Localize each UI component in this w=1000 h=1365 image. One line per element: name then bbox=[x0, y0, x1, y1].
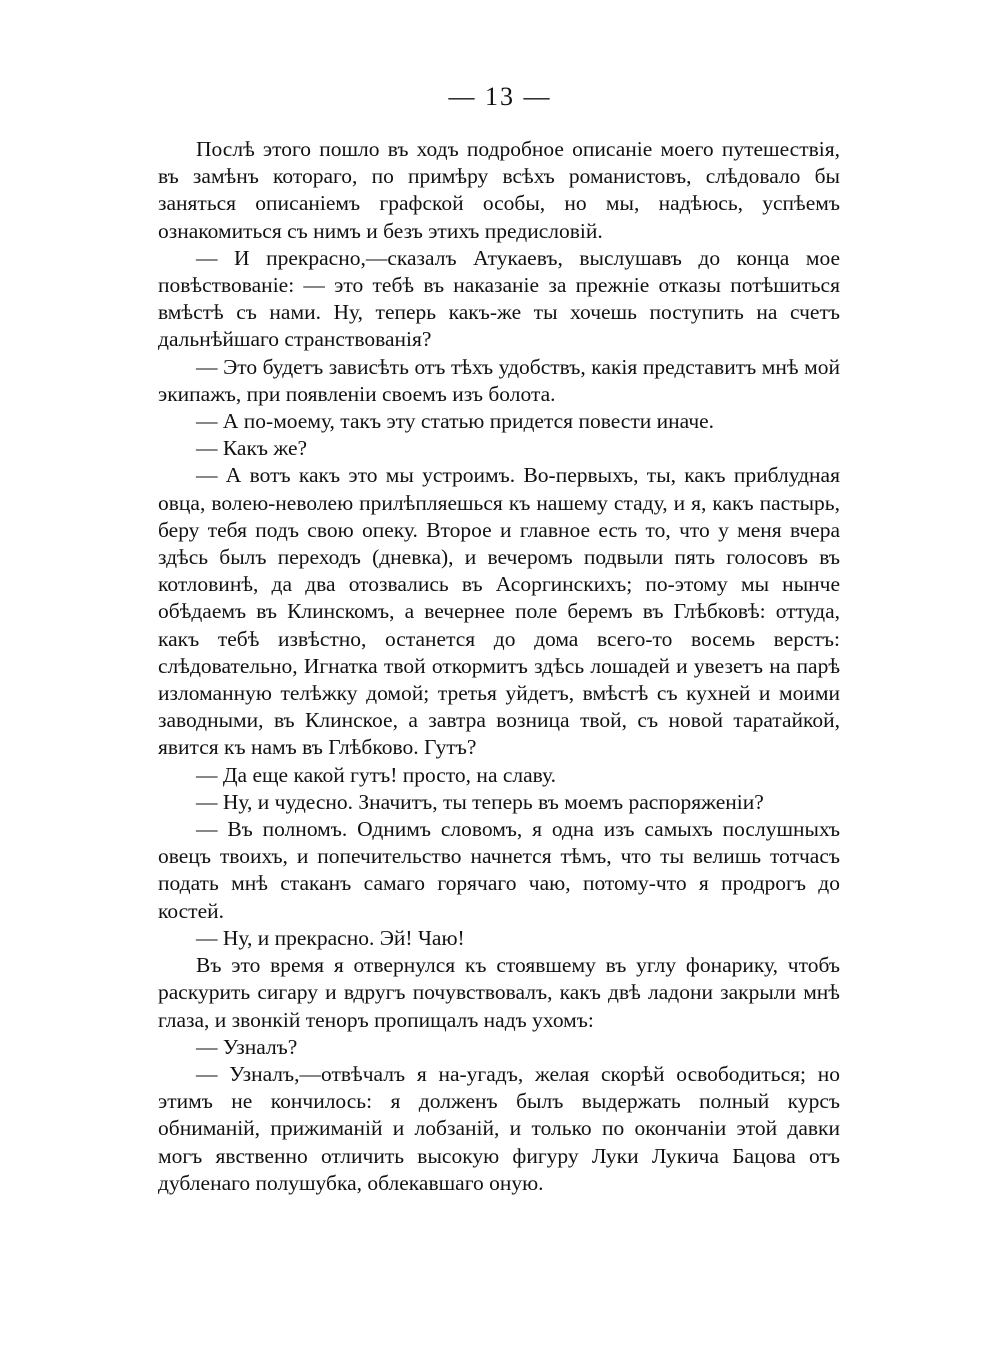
paragraph: — И прекрасно,—сказалъ Атукаевъ, выслушавъ до конца мое повѣствованіе: — это тебѣ въ наказаніе за прежніе отказы потѣшиться вмѣстѣ съ нами. Ну, теперь какъ-же ты хочешь поступить на счетъ дальнѣйшаго странствованія? bbox=[158, 245, 840, 352]
paragraph: — Въ полномъ. Однимъ словомъ, я одна изъ самыхъ послушныхъ овецъ твоихъ, и попечительство начнется тѣмъ, что ты велишь тотчасъ подать мнѣ стаканъ самаго горячаго чаю, потому-что я продрогъ до костей. bbox=[158, 817, 840, 923]
paragraph: Въ это время я отвернулся къ стоявшему въ углу фонарику, чтобъ раскурить сигару и вдругъ почувствовалъ, какъ двѣ ладони закрыли мнѣ глаза, и звонкій теноръ пропищалъ надъ ухомъ: bbox=[158, 953, 840, 1032]
paragraph: — А вотъ какъ это мы устроимъ. Во-первыхъ, ты, какъ приблудная овца, волею-неволею прилѣпляешься къ нашему стаду, и я, какъ пастырь, беру тебя подъ свою опеку. Второе и главное есть то, что у меня вчера здѣсь былъ переходъ (дневка), и вечеромъ подвыли пять голосовъ въ котловинѣ, да два отозвались въ Асоргинскихъ; по-этому мы нынче обѣдаемъ въ Клинскомъ, а вечернее поле беремъ въ Глѣбковѣ: оттуда, какъ тебѣ извѣстно, останется до дома всего-то восемь верстъ: слѣдовательно, Игнатка твой откормитъ здѣсь лошадей и увезетъ на парѣ изломанную телѣжку домой; третья уйдетъ, вмѣстѣ съ кухней и моими заводными, въ Клинское, а завтра возница твой, съ новой таратайкой, явится къ намъ въ Глѣбково. Гутъ? bbox=[158, 463, 840, 760]
paragraph: — Да еще какой гутъ! просто, на славу. bbox=[196, 762, 557, 787]
paragraph: — Ну, и прекрасно. Эй! Чаю! bbox=[196, 925, 465, 950]
paragraph: — Узналъ? bbox=[196, 1034, 298, 1059]
body-text bbox=[158, 136, 840, 1197]
paragraph: — Какъ же? bbox=[196, 436, 308, 461]
paragraph: — Это будетъ зависѣть отъ тѣхъ удобствъ, какія представитъ мнѣ мой экипажъ, при появленіи своемъ изъ болота. bbox=[158, 354, 840, 406]
paragraph: — А по-моему, такъ эту статью придется повести иначе. bbox=[196, 409, 715, 434]
page-number: — 13 — bbox=[448, 82, 552, 111]
paragraph: — Ну, и чудесно. Значитъ, ты теперь въ моемъ распоряженіи? bbox=[196, 789, 764, 814]
paragraph: — Узналъ,—отвѣчалъ я на-угадъ, желая скорѣй освободиться; но этимъ не кончилось: я долженъ былъ выдержать полный курсъ обниманій, прижиманій и лобзаній, и только по окончаніи этой давки могъ явственно отличить высокую фигуру Луки Лукича Бацова отъ дубленаго полушубка, облекавшаго оную. bbox=[158, 1061, 840, 1195]
paragraph: Послѣ этого пошло въ ходъ подробное описаніе моего путешествія, въ замѣнъ котораго, по примѣру всѣхъ романистовъ, слѣдовало бы заняться описаніемъ графской особы, но мы, надѣюсь, успѣемъ ознакомиться съ нимъ и безъ этихъ предисловій. bbox=[158, 137, 840, 243]
